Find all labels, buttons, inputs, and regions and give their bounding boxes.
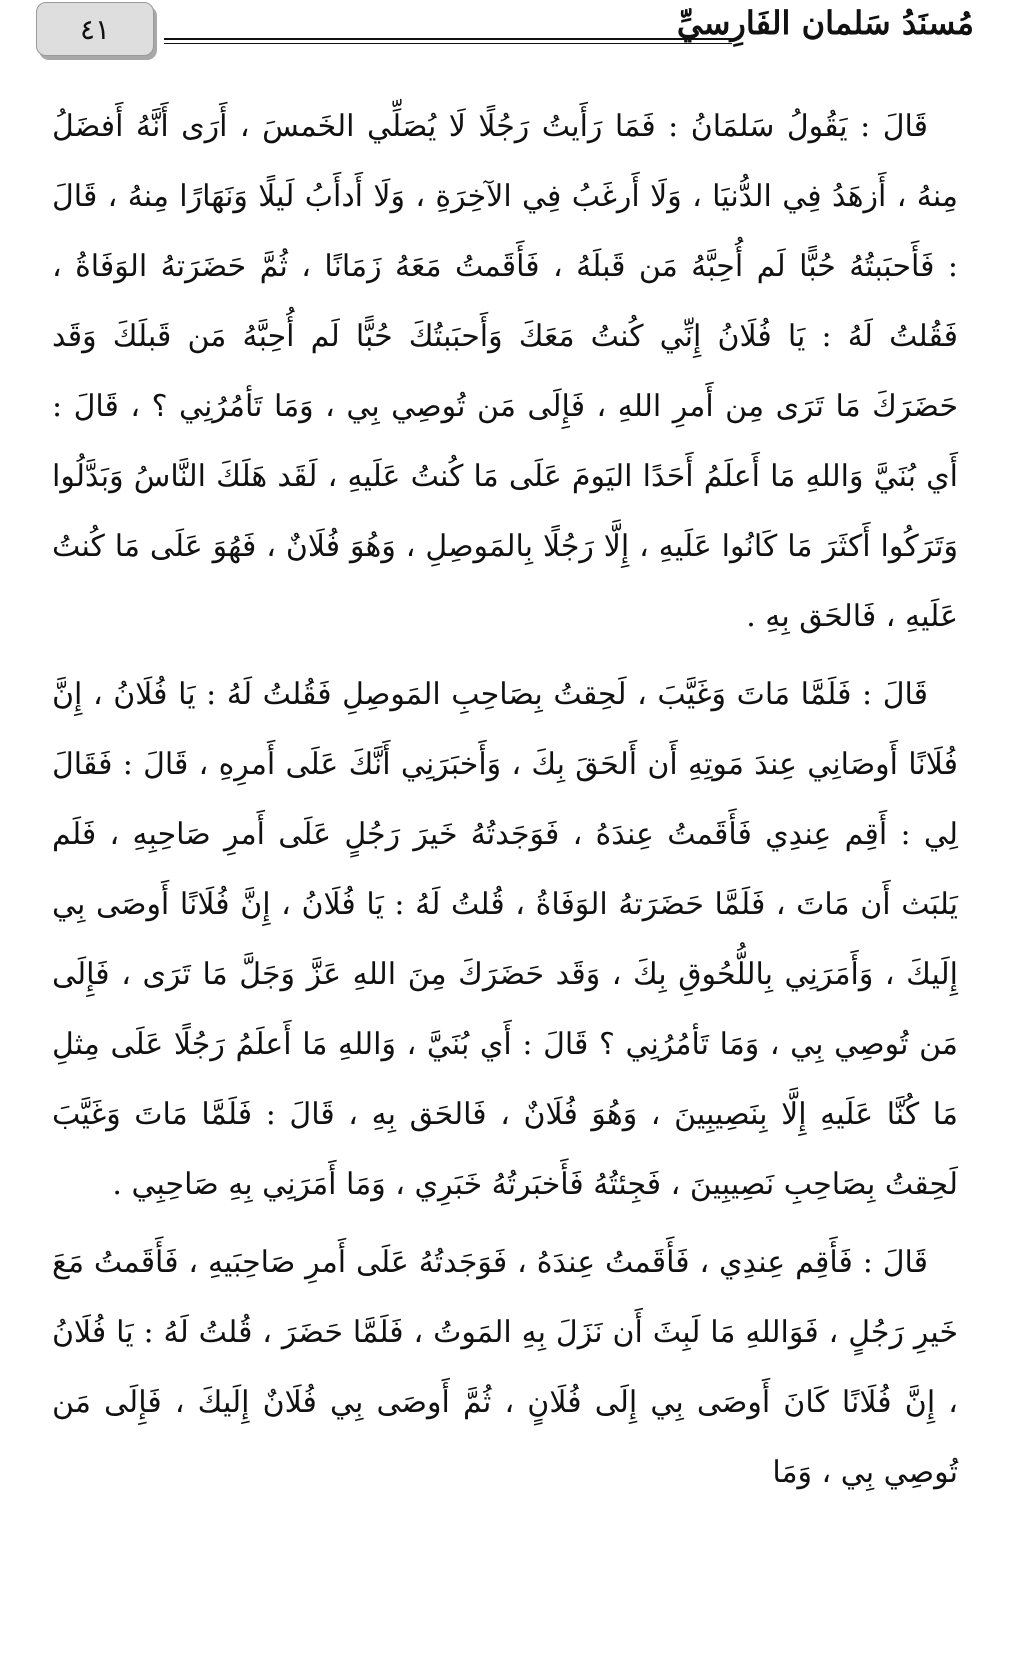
header-rule (164, 38, 732, 40)
running-title: مُسنَدُ سَلمان الفَارِسيِّ (676, 4, 974, 42)
page-number-badge (36, 2, 154, 56)
paragraph-3: قَالَ : فَأَقِم عِندِي ، فَأَقَمتُ عِندَهُ ، فَوَجَدتُهُ عَلَى أَمرِ صَاحِبَيهِ ، فَأَقَمتُ مَعَ خَيرِ رَجُلٍ ، فَوَاللهِ مَا لَبِثَ أَن نَزَلَ بِهِ المَوتُ ، فَلَمَّا حَضَرَ ، قُلتُ لَهُ : يَا فُلَانُ ، إِنَّ فُلَانًا كَانَ أَوصَى بِي إِلَى فُلَانٍ ، ثُمَّ أَوصَى بِي فُلَانٌ إِلَيكَ ، فَإِلَى مَن تُوصِي بِي ، وَمَا (52, 1245, 958, 1490)
page-number: ٤١ (79, 12, 111, 46)
page-body (52, 92, 958, 1508)
paragraph-2: قَالَ : فَلَمَّا مَاتَ وَغَيَّبَ ، لَحِقتُ بِصَاحِبِ المَوصِلِ فَقُلتُ لَهُ : يَا فُلَانُ ، إِنَّ فُلَانًا أَوصَانِي عِندَ مَوتِهِ أَن أَلحَقَ بِكَ ، وَأَخبَرَنِي أَنَّكَ عَلَى أَمرِهِ ، قَالَ : فَقَالَ لِي : أَقِم عِندِي فَأَقَمتُ عِندَهُ ، فَوَجَدتُهُ خَيرَ رَجُلٍ عَلَى أَمرِ صَاحِبِهِ ، فَلَم يَلبَث أَن مَاتَ ، فَلَمَّا حَضَرَتهُ الوَفَاةُ ، قُلتُ لَهُ : يَا فُلَانُ ، إِنَّ فُلَانًا أَوصَى بِي إِلَيكَ ، وَأَمَرَنِي بِاللُّحُوقِ بِكَ ، وَقَد حَضَرَكَ مِنَ اللهِ عَزَّ وَجَلَّ مَا تَرَى ، فَإِلَى مَن تُوصِي بِي ، وَمَا تَأمُرُنِي ؟ قَالَ : أَي بُنَيَّ ، وَاللهِ مَا أَعلَمُ رَجُلًا عَلَى مِثلِ مَا كُنَّا عَلَيهِ إِلَّا بِنَصِيبِينَ ، وَهُوَ فُلَانٌ ، فَالحَق بِهِ ، قَالَ : فَلَمَّا مَاتَ وَغَيَّبَ لَحِقتُ بِصَاحِبِ نَصِيبِينَ ، فَجِئتُهُ فَأَخبَرتُهُ خَبَرِي ، وَمَا أَمَرَنِي بِهِ صَاحِبِي . (52, 677, 958, 1202)
page-header (36, 0, 974, 66)
paragraph-1: قَالَ : يَقُولُ سَلمَانُ : فَمَا رَأَيتُ رَجُلًا لَا يُصَلِّي الخَمسَ ، أَرَى أَنَّهُ أَفضَلُ مِنهُ ، أَزهَدُ فِي الدُّنيَا ، وَلَا أَرغَبُ فِي الآخِرَةِ ، وَلَا أَدأَبُ لَيلًا وَنَهَارًا مِنهُ ، قَالَ : فَأَحبَبتُهُ حُبًّا لَم أُحِبَّهُ مَن قَبلَهُ ، فَأَقَمتُ مَعَهُ زَمَانًا ، ثُمَّ حَضَرَتهُ الوَفَاةُ ، فَقُلتُ لَهُ : يَا فُلَانُ إِنِّي كُنتُ مَعَكَ وَأَحبَبتُكَ حُبًّا لَم أُحِبَّهُ مَن قَبلَكَ وَقَد حَضَرَكَ مَا تَرَى مِن أَمرِ اللهِ ، فَإِلَى مَن تُوصِي بِي ، وَمَا تَأمُرُنِي ؟ ، قَالَ : أَي بُنَيَّ وَاللهِ مَا أَعلَمُ أَحَدًا اليَومَ عَلَى مَا كُنتُ عَلَيهِ ، لَقَد هَلَكَ النَّاسُ وَبَدَّلُوا وَتَرَكُوا أَكثَرَ مَا كَانُوا عَلَيهِ ، إِلَّا رَجُلًا بِالمَوصِلِ ، وَهُوَ فُلَانٌ ، فَهُوَ عَلَى مَا كُنتُ عَلَيهِ ، فَالحَق بِهِ . (52, 109, 958, 634)
header-rule-thin (164, 43, 732, 44)
